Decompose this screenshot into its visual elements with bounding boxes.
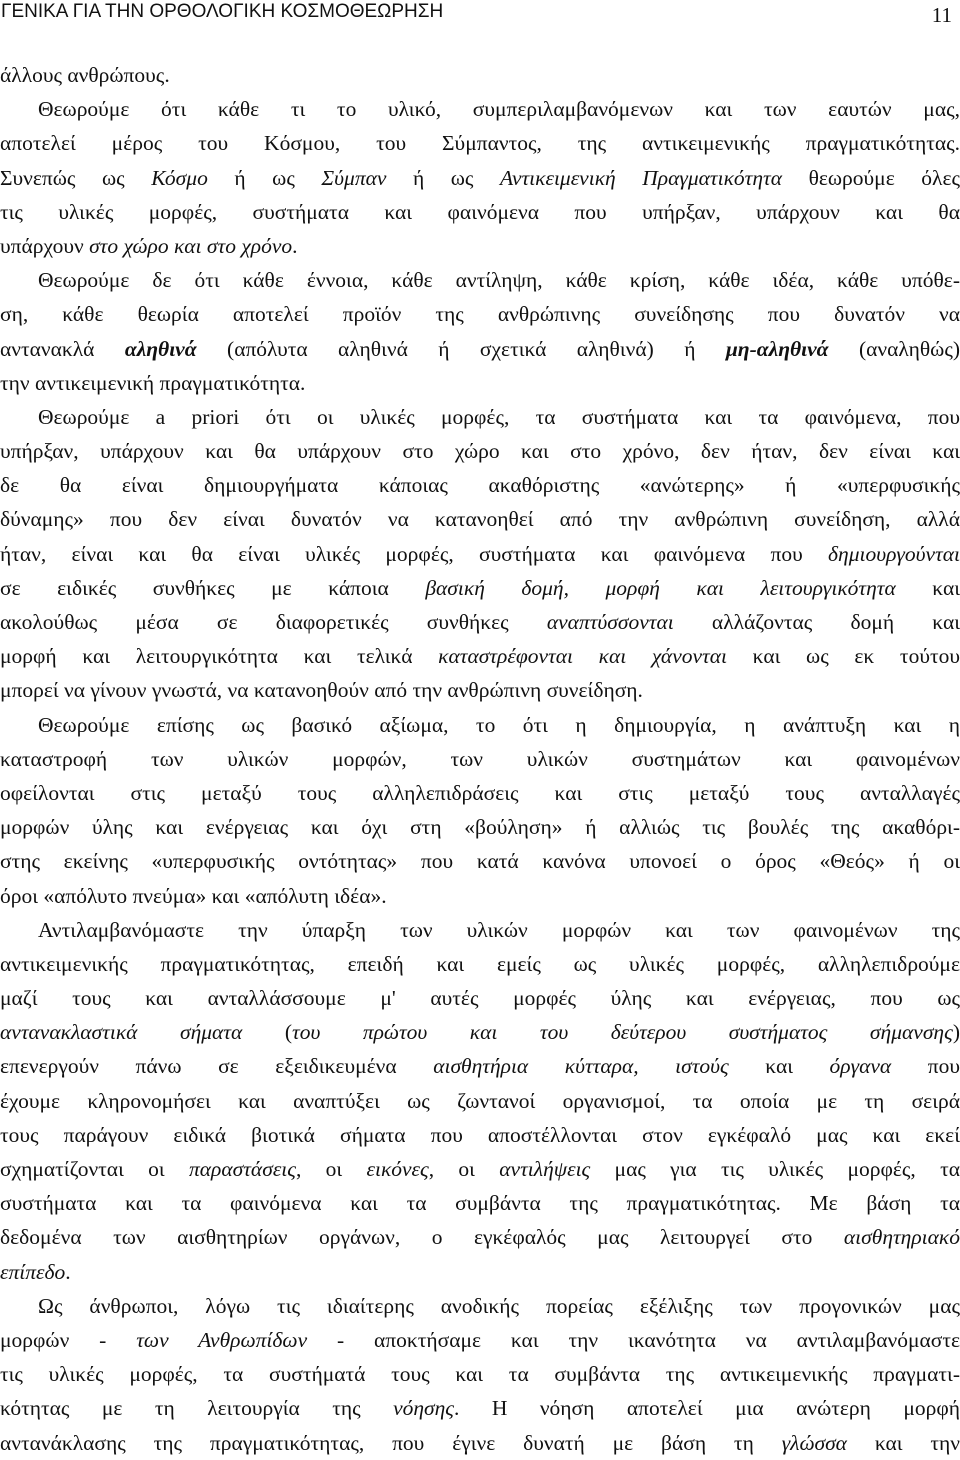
bold-italic-run: αληθινά xyxy=(124,336,197,361)
text-run: αποτελεί μέρος του Κόσμου, του Σύμπαντος, της αντικειμενικής πραγματικότητας. xyxy=(0,131,960,156)
text-run: την αντικειμενική πραγματικότητα. xyxy=(0,370,306,395)
text-line xyxy=(0,1323,960,1357)
text-run: δύναμης» που δεν είναι δυνατόν να κατανοηθεί από την ανθρώπινη συνείδηση, αλλά xyxy=(0,507,960,532)
text-run: σχηματίζονται οι xyxy=(0,1157,189,1181)
text-run: - αποκτήσαμε και την ικανότητα να αντιλαμβανόμαστε xyxy=(307,1327,960,1352)
italic-run: όργανα xyxy=(829,1054,892,1079)
text-run: αλλάζοντας δομή και xyxy=(673,610,960,634)
text-run: άλλους ανθρώπους. xyxy=(0,63,170,87)
italic-run: καταστρέφονται και χάνονται xyxy=(438,644,727,669)
text-run: Συνεπώς ως xyxy=(0,165,152,190)
text-line xyxy=(0,1084,960,1118)
text-line xyxy=(0,913,960,947)
text-line xyxy=(0,434,960,468)
text-run: όροι «απόλυτο πνεύμα» και «απόλυτη ιδέα». xyxy=(0,883,387,908)
text-run: Θεωρούμε δε ότι κάθε έννοια, κάθε αντίληψη, κάθε κρίση, κάθε ιδέα, κάθε υπόθε- xyxy=(38,268,960,293)
text-line xyxy=(0,742,960,776)
text-run: που xyxy=(891,1054,960,1079)
text-line xyxy=(0,981,960,1015)
italic-run: Αντικειμενική Πραγματικότητα xyxy=(500,165,783,190)
text-run: καταστροφή των υλικών μορφών, των υλικών συστημάτων και φαινομένων xyxy=(0,746,960,771)
text-run: Θεωρούμε επίσης ως βασικό αξίωμα, το ότι η δημιουργία, η ανάπτυξη και η xyxy=(38,712,960,737)
text-run: και xyxy=(895,575,960,600)
text-line xyxy=(0,332,960,366)
text-run: επενεργούν πάνω σε εξειδικευμένα xyxy=(0,1054,434,1079)
text-line xyxy=(0,297,960,331)
text-line xyxy=(0,1049,960,1083)
text-run: τις υλικές μορφές, τα συστήματά τους και τα συμβάντα της αντικειμενικής πραγματι- xyxy=(0,1362,960,1387)
italic-run: του πρώτου και του δεύτερου συστήματος σήμανσης xyxy=(292,1020,953,1045)
text-run: υπήρξαν, υπάρχουν και θα υπάρχουν στο χώρο και στο χρόνο, δεν ήταν, δεν είναι και xyxy=(0,439,960,464)
text-run: μας για τις υλικές μορφές, τα xyxy=(590,1157,960,1181)
text-line xyxy=(0,537,960,571)
text-run: δεδομένα των αισθητηρίων οργάνων, ο εγκέφαλός μας λειτουργεί στο xyxy=(0,1225,844,1250)
italic-run: εικόνες xyxy=(366,1157,429,1181)
text-line xyxy=(0,195,960,229)
text-line xyxy=(0,1220,960,1254)
text-run: , οι xyxy=(428,1157,500,1181)
text-run: ήταν, είναι και θα είναι υλικές μορφές, συστήματα και φαινόμενα που xyxy=(0,541,829,566)
italic-run: αισθητηριακό xyxy=(843,1225,960,1250)
text-run: θεωρούμε όλες xyxy=(782,165,960,190)
text-run: τους παράγουν ειδικά βιοτικά σήματα που αποστέλλονται στον εγκέφαλό μας και εκεί xyxy=(0,1122,960,1147)
text-run: και ως εκ τούτου xyxy=(727,644,960,669)
italic-run: αναπτύσσονται xyxy=(546,610,674,634)
text-line xyxy=(0,844,960,878)
italic-run: στο χώρο και στο χρόνο xyxy=(89,233,293,258)
text-run: ση, κάθε θεωρία αποτελεί προϊόν της ανθρώπινης συνείδησης που δυνατόν να xyxy=(0,302,960,327)
text-line xyxy=(0,1152,960,1186)
text-run: μορφή και λειτουργικότητα και τελικά xyxy=(0,644,439,669)
text-line xyxy=(0,126,960,160)
text-line xyxy=(0,571,960,605)
text-run: υπάρχουν xyxy=(0,233,90,258)
italic-run: γλώσσα xyxy=(781,1430,847,1455)
italic-run: αντιλήψεις xyxy=(499,1157,591,1181)
bold-italic-run: μη-αληθινά xyxy=(725,336,829,361)
text-line xyxy=(0,879,960,913)
text-line xyxy=(0,1186,960,1220)
text-run: συστήματα και τα φαινόμενα και τα συμβάντα της πραγματικότητας. Με βάση τα xyxy=(0,1191,960,1216)
text-run: αντανακλά xyxy=(0,336,125,361)
text-run: στης εκείνης «υπερφυσικής οντότητας» που κατά κανόνα υπονοεί ο όρος «Θεός» ή οι xyxy=(0,849,960,874)
running-header xyxy=(0,0,960,28)
text-line xyxy=(0,161,960,195)
page-number: 11 xyxy=(931,3,952,27)
text-line xyxy=(0,1357,960,1391)
text-line xyxy=(0,468,960,502)
text-line xyxy=(0,776,960,810)
text-line xyxy=(0,1118,960,1152)
text-line xyxy=(0,502,960,536)
italic-run: αντανακλαστικά σήματα xyxy=(0,1020,243,1045)
text-run: μπορεί να γίνουν γνωστά, να κατανοηθούν από την ανθρώπινη συνείδηση. xyxy=(0,678,643,703)
text-line xyxy=(0,673,960,707)
italic-run: Κόσμο xyxy=(151,165,208,190)
text-line xyxy=(0,1391,960,1425)
text-run: Αντιλαμβανόμαστε την ύπαρξη των υλικών μορφών και των φαινομένων της xyxy=(38,917,960,942)
text-line xyxy=(0,229,960,263)
text-run: τις υλικές μορφές, συστήματα και φαινόμενα που υπήρξαν, υπάρχουν και θα xyxy=(0,199,960,224)
italic-run: Σύμπαν xyxy=(321,165,387,190)
text-line xyxy=(0,263,960,297)
italic-run: των Ανθρωπίδων xyxy=(136,1327,308,1352)
text-run: Θεωρούμε a priori ότι οι υλικές μορφές, τα συστήματα και τα φαινόμενα, που xyxy=(38,404,960,429)
text-run: ( xyxy=(242,1020,292,1045)
text-run: . xyxy=(65,1259,71,1284)
running-title: ΓΕΝΙΚΑ ΓΙΑ ΤΗΝ ΟΡΘΟΛΟΓΙΚΗ ΚΟΣΜΟΘΕΩΡΗΣΗ xyxy=(1,1,444,22)
text-line xyxy=(0,366,960,400)
text-run: . Η νόηση αποτελεί μια ανώτερη μορφή xyxy=(454,1396,960,1421)
text-line xyxy=(0,400,960,434)
text-run: ακολούθως μέσα σε διαφορετικές συνθήκες xyxy=(0,610,547,634)
text-line xyxy=(0,639,960,673)
text-run: . xyxy=(292,233,298,258)
text-run: (αναληθώς) xyxy=(828,336,960,361)
text-run: κότητας με τη λειτουργία της xyxy=(0,1396,394,1421)
italic-run: βασική δομή, μορφή και λειτουργικότητα xyxy=(425,575,896,600)
text-line xyxy=(0,92,960,126)
text-line xyxy=(0,1255,960,1289)
text-line xyxy=(0,810,960,844)
italic-run: δημιουργούνται xyxy=(828,541,960,566)
text-line xyxy=(0,1426,960,1460)
body-text xyxy=(0,58,960,1460)
text-run: αντανάκλασης της πραγματικότητας, που έγινε δυνατή με βάση τη xyxy=(0,1430,782,1455)
text-line xyxy=(0,708,960,742)
text-run: ή ως xyxy=(386,165,500,190)
text-run: (απόλυτα αληθινά ή σχετικά αληθινά) ή xyxy=(196,336,726,361)
text-run: μορφών - xyxy=(0,1327,137,1352)
text-line xyxy=(0,605,960,639)
text-line xyxy=(0,1289,960,1323)
text-run: μορφών ύλης και ενέργειας και όχι στη «βούληση» ή αλλιώς τις βουλές της ακαθόρι- xyxy=(0,815,960,840)
text-run: και xyxy=(728,1054,830,1079)
text-run: αντικειμενικής πραγματικότητας, επειδή και εμείς ως υλικές μορφές, αλληλεπιδρούμε xyxy=(0,951,960,976)
text-run: σε ειδικές συνθήκες με κάποια xyxy=(0,575,426,600)
italic-run: νόησης xyxy=(393,1396,455,1421)
text-run: ) xyxy=(952,1020,960,1045)
text-line xyxy=(0,58,960,92)
text-run: οφείλονται στις μεταξύ τους αλληλεπιδράσεις και στις μεταξύ τους ανταλλαγές xyxy=(0,780,960,805)
text-run: Θεωρούμε ότι κάθε τι το υλικό, συμπεριλαμβανόμενων και των εαυτών μας, xyxy=(38,97,960,122)
text-run: έχουμε κληρονομήσει και αναπτύξει ως ζωντανοί οργανισμοί, τα οποία με τη σειρά xyxy=(0,1088,960,1113)
text-run: και την xyxy=(846,1430,960,1455)
text-run: μαζί τους και ανταλλάσσουμε μ' αυτές μορφές ύλης και ενέργειας, που ως xyxy=(0,986,960,1011)
text-line xyxy=(0,947,960,981)
text-run: , οι xyxy=(296,1157,367,1181)
text-run: Ως άνθρωποι, λόγω τις ιδιαίτερης ανοδικής πορείας εξέλιξης των προγονικών μας xyxy=(38,1293,960,1318)
italic-run: επίπεδο xyxy=(0,1259,66,1284)
italic-run: αισθητήρια κύτταρα, ιστούς xyxy=(433,1054,729,1079)
text-line xyxy=(0,1015,960,1049)
italic-run: παραστάσεις xyxy=(188,1157,296,1181)
text-run: δε θα είναι δημιουργήματα κάποιας ακαθόριστης «ανώτερης» ή «υπερφυσικής xyxy=(0,473,960,498)
text-run: ή ως xyxy=(207,165,322,190)
